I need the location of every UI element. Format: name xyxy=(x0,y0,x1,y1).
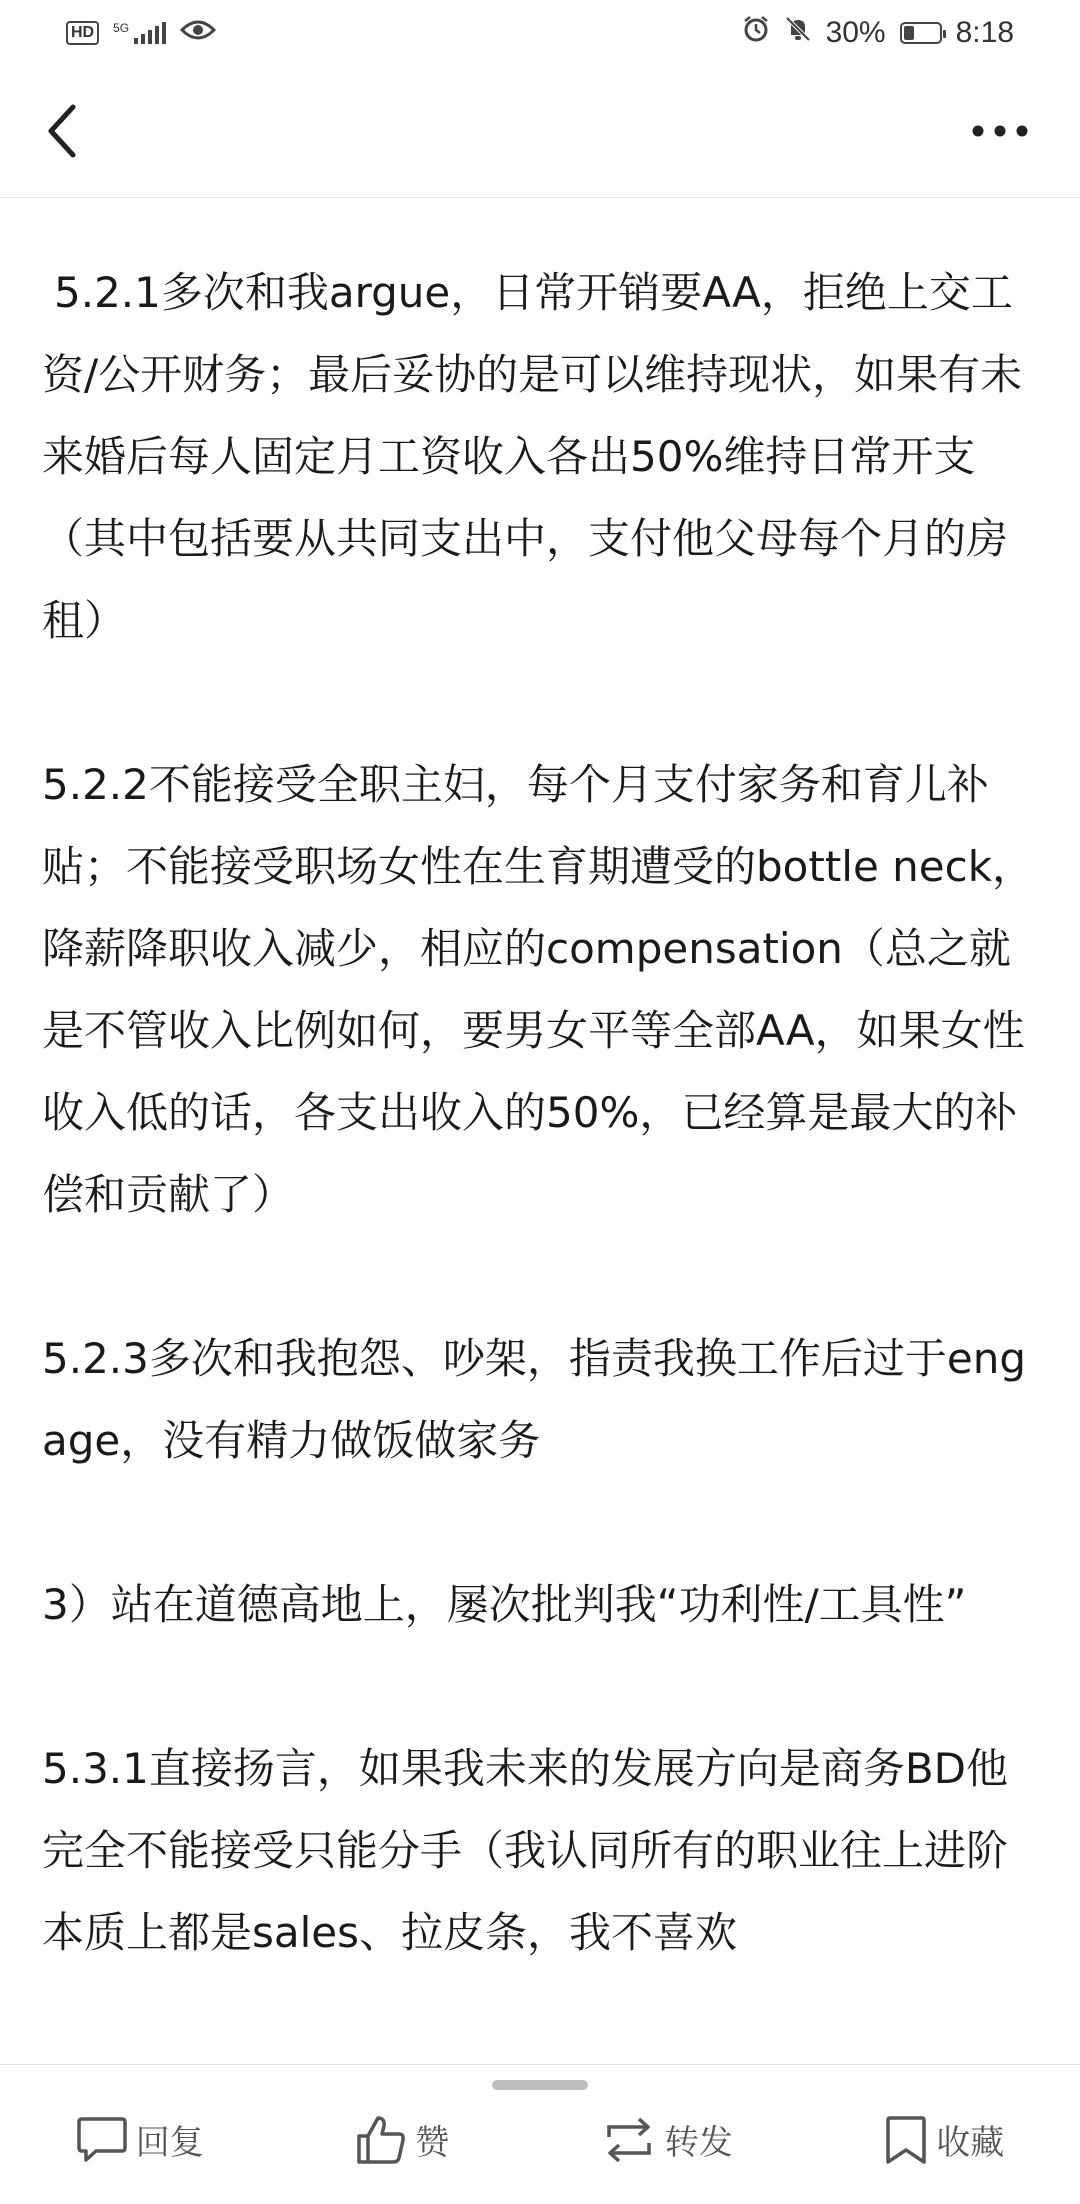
nav-bar xyxy=(0,66,1080,198)
reply-label: 回复 xyxy=(135,2123,204,2163)
paragraph-5-2-3: 5.2.3多次和我抱怨、吵架，指责我换工作后过于engage，没有精力做饭做家务 xyxy=(42,1334,1026,1465)
thumbs-up-icon xyxy=(355,2114,407,2166)
chevron-left-icon xyxy=(43,101,83,161)
battery-icon xyxy=(900,22,942,44)
reply-button[interactable] xyxy=(76,2115,204,2165)
more-horizontal-icon xyxy=(970,124,1030,138)
paragraph-3: 3）站在道德高地上，屡次批判我“功利性/工具性” xyxy=(42,1580,967,1629)
clock: 8:18 xyxy=(955,16,1014,49)
favorite-button[interactable] xyxy=(884,2114,1004,2166)
more-button[interactable] xyxy=(960,96,1040,166)
status-right xyxy=(742,15,1014,51)
status-bar xyxy=(0,0,1080,66)
like-button[interactable] xyxy=(355,2114,449,2166)
signal-icon xyxy=(113,22,166,44)
favorite-label: 收藏 xyxy=(936,2123,1005,2163)
paragraph-5-2-2: 5.2.2不能接受全职主妇，每个月支付家务和育儿补贴；不能接受职场女性在生育期遭受的bottle neck，降薪降职收入减少，相应的compensation（总之就是不管收入比例如何，要男女平等全部AA，如果女性收入低的话，各支出收入的50%，已经算是最大的补偿和贡献了） xyxy=(42,760,1035,1219)
drag-handle[interactable] xyxy=(492,2080,588,2090)
like-label: 赞 xyxy=(415,2123,450,2163)
forward-button[interactable] xyxy=(601,2115,733,2165)
repost-icon xyxy=(601,2115,657,2165)
back-button[interactable] xyxy=(28,96,98,166)
alarm-icon xyxy=(742,15,770,51)
status-left xyxy=(66,16,216,50)
forward-label: 转发 xyxy=(664,2123,733,2163)
comment-icon xyxy=(76,2115,128,2165)
mute-icon xyxy=(784,15,812,51)
post-content xyxy=(42,252,1042,2056)
eye-icon xyxy=(180,16,216,50)
battery-fill xyxy=(904,26,914,40)
paragraph-5-2-1: 5.2.1多次和我argue，日常开销要AA，拒绝上交工资/公开财务；最后妥协的是可以维持现状，如果有未来婚后每人固定月工资收入各出50%维持日常开支（其中包括要从共同支出中，支付他父母每个月的房租） xyxy=(42,268,1023,645)
network-type: 5G xyxy=(113,21,130,35)
hd-badge: HD xyxy=(66,21,99,45)
battery-percent: 30% xyxy=(825,16,886,49)
paragraph-5-3-1: 5.3.1直接扬言，如果我未来的发展方向是商务BD他完全不能接受只能分手（我认同所有的职业往上进阶本质上都是sales、拉皮条，我不喜欢 xyxy=(42,1744,1009,1957)
bookmark-icon xyxy=(884,2114,928,2166)
